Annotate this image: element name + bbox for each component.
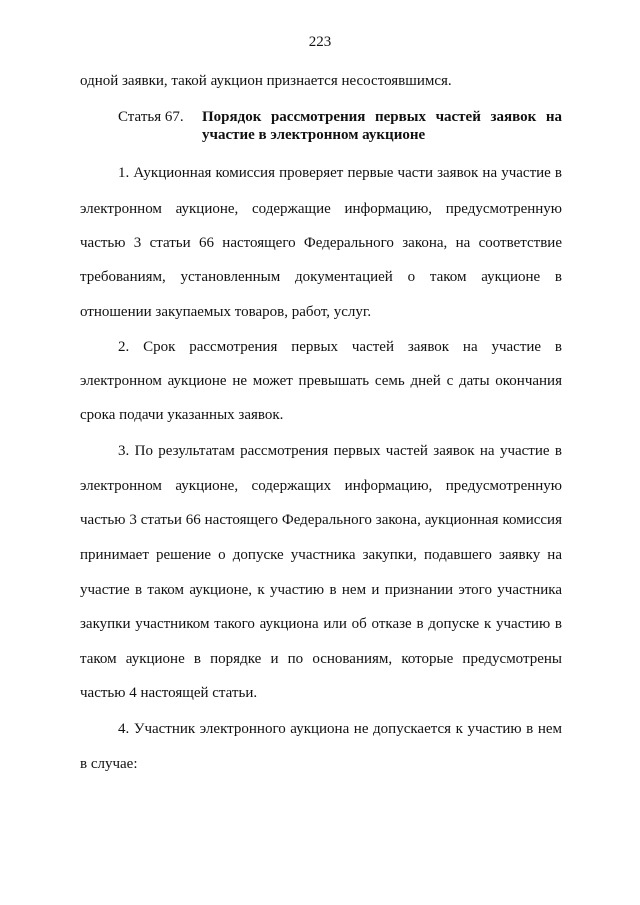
paragraph-4-line: в случае: <box>80 756 138 772</box>
paragraph-3-line: частью 3 статьи 66 настоящего Федерального закона, аукционная комиссия <box>80 512 562 528</box>
paragraph-1-line: требованиям, установленным документацией о таком аукционе в <box>80 269 562 285</box>
paragraph-1-line: электронном аукционе, содержащие информацию, предусмотренную <box>80 201 562 217</box>
paragraph-2-line: 2. Срок рассмотрения первых частей заявок на участие в <box>118 339 562 355</box>
paragraph-3-line: участие в таком аукционе, к участию в нем и признании этого участника <box>80 582 562 598</box>
paragraph-1-line: 1. Аукционная комиссия проверяет первые части заявок на участие в <box>118 165 562 181</box>
paragraph-2-line: срока подачи указанных заявок. <box>80 407 284 423</box>
paragraph-3-line: электронном аукционе, содержащих информацию, предусмотренную <box>80 478 562 494</box>
paragraph-4-line: 4. Участник электронного аукциона не допускается к участию в нем <box>118 721 562 737</box>
article-title-line: участие в электронном аукционе <box>202 127 426 143</box>
paragraph-3-line: принимает решение о допуске участника закупки, подавшего заявку на <box>80 547 562 563</box>
paragraph-3-line: 3. По результатам рассмотрения первых частей заявок на участие в <box>118 443 562 459</box>
paragraph-1-line: отношении закупаемых товаров, работ, услуг. <box>80 304 372 320</box>
article-number: Статья 67. <box>118 109 184 125</box>
paragraph-1-line: частью 3 статьи 66 настоящего Федерального закона, на соответствие <box>80 235 562 251</box>
paragraph-3-line: таком аукционе в порядке и по основаниям, которые предусмотрены <box>80 651 562 667</box>
article-title <box>202 108 562 144</box>
page-number: 223 <box>308 34 332 50</box>
continuation-line: одной заявки, такой аукцион признается несостоявшимся. <box>80 73 452 89</box>
paragraph-3-line: закупки участником такого аукциона или об отказе в допуске к участию в <box>80 616 562 632</box>
paragraph-3-line: частью 4 настоящей статьи. <box>80 685 258 701</box>
paragraph-2-line: электронном аукционе не может превышать семь дней с даты окончания <box>80 373 562 389</box>
article-title-line: Порядок рассмотрения первых частей заявок на <box>202 109 562 125</box>
